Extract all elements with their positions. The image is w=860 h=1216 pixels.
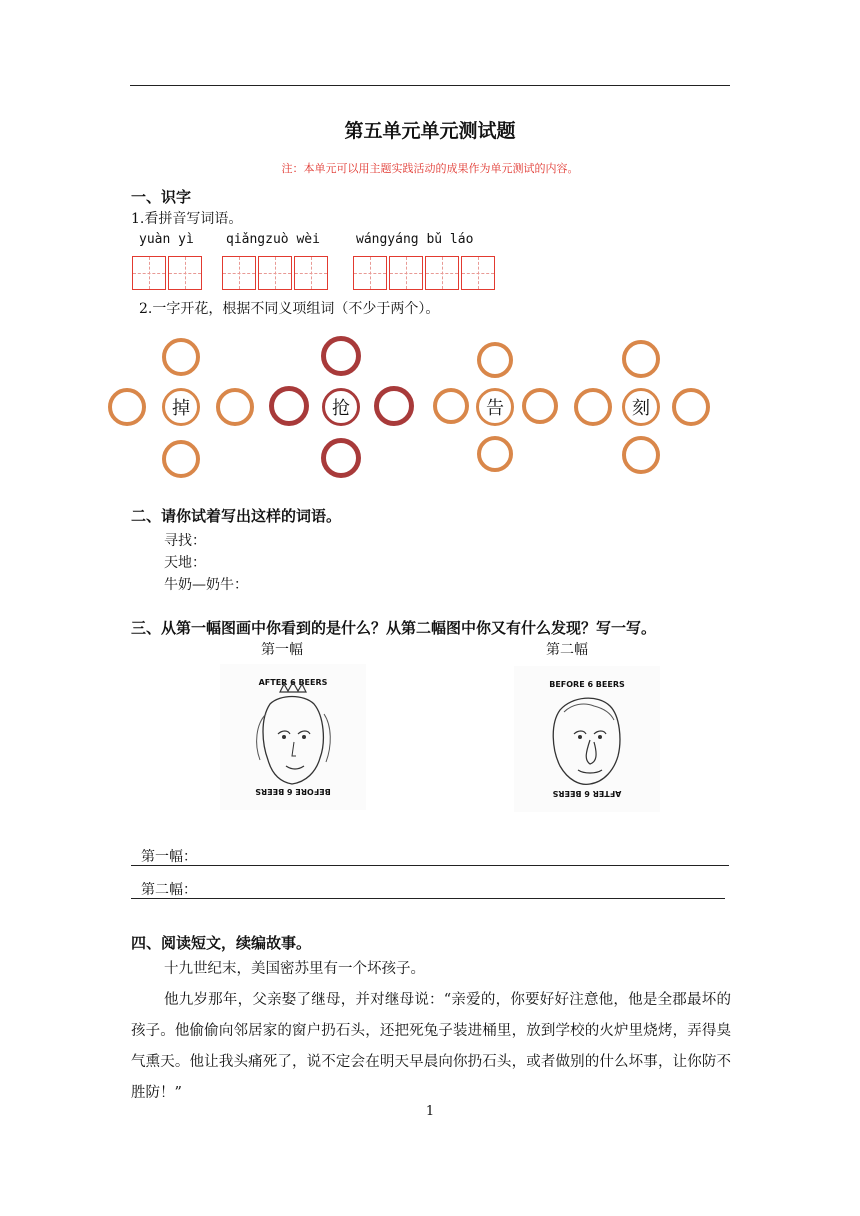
image-2-bottom-text: AFTER 6 BEERS [552,789,622,798]
char-box[interactable] [389,256,423,290]
flower-center: 刻 [622,388,660,426]
prompt-line-3: 牛奶—奶牛： [164,577,248,593]
flower-petal[interactable] [374,386,414,426]
figure-1-caption: 第一幅 [261,642,303,658]
flower-petal[interactable] [622,340,660,378]
flower-petal[interactable] [321,336,361,376]
pinyin-3: wángyáng bǔ láo [356,232,474,247]
word-flower-1 [106,334,256,484]
answer-line-1[interactable] [131,843,729,866]
flower-center: 掉 [162,388,200,426]
flower-petal[interactable] [622,436,660,474]
char-grid-1[interactable] [132,256,204,290]
flower-petal[interactable] [321,438,361,478]
flower-center: 抢 [322,388,360,426]
char-grid-2[interactable] [222,256,330,290]
section1-heading: 一、识字 [131,188,192,206]
story-paragraph-1: 十九世纪末，美国密苏里有一个坏孩子。 [164,961,425,977]
page-title: 第五单元单元测试题 [344,120,516,142]
image-1-top-text: AFTER 6 BEERS [258,678,328,687]
pinyin-1: yuàn yì [139,232,194,247]
prompt-line-2: 天地： [164,555,206,571]
flower-center: 告 [476,388,514,426]
flower-petal[interactable] [162,440,200,478]
flower-petal[interactable] [477,342,513,378]
note-text: 注：本单元可以用主题实践活动的成果作为单元测试的内容。 [281,162,579,175]
story-paragraph-2: 他九岁那年，父亲娶了继母，并对继母说：“亲爱的，你要好好注意他，他是全郡最坏的孩子。他偷偷向邻居家的窗户扔石头，还把死兔子装进桶里，放到学校的火炉里烧烤，弄得臭气熏天。他让我头痛死了，说不定会在明天早晨向你扔石头，或者做别的什么坏事，让你防不胜防！” [131,992,731,1101]
flower-petal[interactable] [216,388,254,426]
header-rule [130,85,730,86]
answer-label-1: 第一幅： [141,849,197,865]
flower-petal[interactable] [269,386,309,426]
char-box[interactable] [294,256,328,290]
flower-petal[interactable] [162,338,200,376]
q1-text: 1.看拼音写词语。 [131,211,243,227]
answer-label-2: 第二幅： [141,882,197,898]
q2-text: 2.一字开花，根据不同义项组词（不少于两个）。 [139,301,440,317]
illusion-image-2 [514,666,660,812]
answer-line-2[interactable] [131,876,725,899]
char-box[interactable] [353,256,387,290]
char-box[interactable] [168,256,202,290]
flower-petal[interactable] [574,388,612,426]
flower-petal[interactable] [477,436,513,472]
image-1-bottom-text: BEFORE 6 BEERS [255,787,331,796]
flower-petal[interactable] [522,388,558,424]
section4-heading: 四、阅读短文，续编故事。 [131,934,312,952]
figure-2-caption: 第二幅 [546,642,588,658]
prompt-line-1: 寻找： [164,533,206,549]
section2-heading: 二、请你试着写出这样的词语。 [131,507,342,525]
pinyin-2: qiǎngzuò wèi [226,232,320,247]
char-box[interactable] [222,256,256,290]
page-number: 1 [425,1104,435,1119]
char-box[interactable] [132,256,166,290]
char-box[interactable] [258,256,292,290]
image-2-top-text: BEFORE 6 BEERS [549,680,625,689]
section3-heading: 三、从第一幅图画中你看到的是什么？从第二幅图中你又有什么发现？写一写。 [131,619,657,637]
illusion-image-1 [220,664,366,810]
word-flower-2 [266,334,416,484]
word-flower-3 [420,334,570,484]
char-box[interactable] [461,256,495,290]
char-grid-3[interactable] [353,256,497,290]
flower-petal[interactable] [433,388,469,424]
char-box[interactable] [425,256,459,290]
flower-petal[interactable] [672,388,710,426]
word-flower-4 [566,334,716,484]
flower-petal[interactable] [108,388,146,426]
